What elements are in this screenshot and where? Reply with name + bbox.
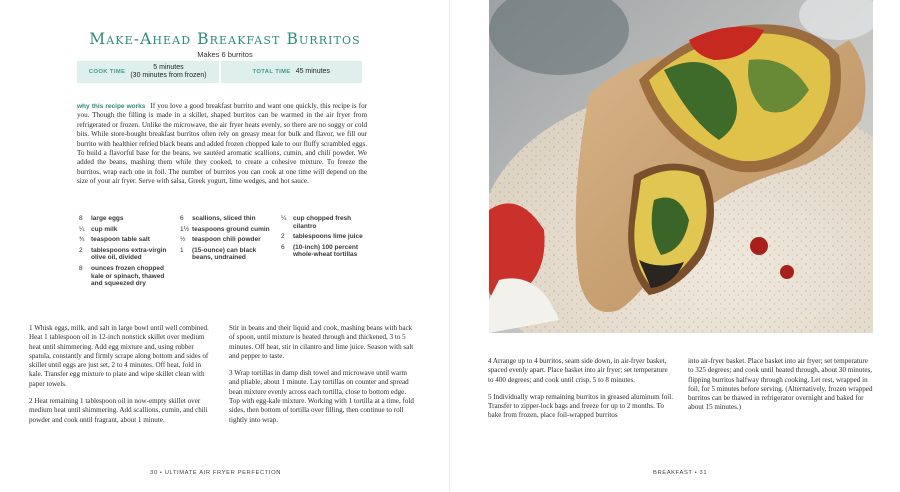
ingredient-text: tablespoons extra-virgin olive oil, divided: [91, 246, 167, 262]
cook-time-values: [130, 64, 206, 81]
ingredient-quantity: 6: [180, 215, 184, 222]
ingredient-text: teaspoons ground cumin: [192, 225, 270, 233]
ingredient-quantity: ¼: [281, 215, 287, 222]
burrito-photo-art: [489, 0, 873, 333]
ingredient-text: cup chopped fresh cilantro: [293, 215, 352, 230]
ingredient-column-1: [79, 215, 172, 291]
ingredient-quantity: 2: [79, 246, 83, 254]
intro-lead: why this recipe works: [77, 103, 146, 110]
intro-paragraph: [77, 102, 367, 187]
total-time-label: TOTAL TIME: [252, 68, 291, 75]
ingredient-quantity: 2: [281, 233, 285, 241]
ingredient-text: tablespoons lime juice: [293, 233, 363, 241]
ingredient-column-3: [281, 215, 374, 291]
ingredient-list: [79, 215, 379, 291]
time-bar: [77, 61, 362, 83]
recipe-yield: Makes 6 burritos: [197, 50, 253, 59]
steps-column-3: [488, 357, 673, 429]
ingredient-quantity: ¼: [79, 225, 85, 233]
cook-time-note: (30 minutes from frozen): [130, 72, 207, 79]
ingredient-item: [79, 265, 172, 288]
step-2-continued: Stir in beans and their liquid and cook, mashing beans with back of spoon, until mixture is heated through and thickened, 3 to 5 minutes. Off heat, stir in cilantro and lime juice. Season with salt and pepper to taste.: [229, 324, 414, 360]
cook-time-label: COOK TIME: [88, 68, 126, 75]
ingredient-item: [79, 236, 172, 244]
ingredient-text: ounces frozen chopped kale or spinach, thawed and squeezed dry: [91, 264, 165, 288]
step-1: 1 Whisk eggs, milk, and salt in large bowl until well combined. Heat 1 tablespoon oil in 12-inch nonstick skillet over medium heat until shimmering. Add egg mixture and, using rubber spatula, constantly and firmly scrape along bottom and sides of skillet until eggs are just set, 2 to 4 minutes. Off heat, fold in kale. Transfer egg mixture to plate and wipe skillet clean with paper towels.: [29, 324, 209, 388]
ingredient-text: cup milk: [91, 225, 118, 233]
ingredient-item: [180, 236, 273, 244]
ingredient-quantity: 1½: [180, 225, 190, 233]
cook-time-value: 5 minutes: [153, 63, 184, 71]
ingredient-item: [281, 244, 374, 259]
ingredient-text: (15-ounce) can black beans, undrained: [192, 246, 257, 262]
ingredient-item: [281, 233, 374, 241]
ingredient-quantity: ½: [180, 236, 186, 244]
footer-right: BREAKFAST • 31: [653, 470, 708, 476]
step-4: 4 Arrange up to 4 burritos, seam side down, in air-fryer basket, spaced evenly apart. Place basket into air fryer; set temperature to 400 degrees; and cook until crisp, 5 to 8 minutes.: [488, 357, 668, 384]
intro-text: If you love a good breakfast burrito and want one quickly, this recipe is for you. Though the filling is made in a skillet, shaped burritos can be warmed in the air fryer from refrigerated or frozen. Unlike the microwave, the air fryer heats evenly, so there are no soggy or cold bits. While store-bought breakfast burritos often rely on greasy meat for bulk and flavor, we fill our burrito with healthier refried black beans and added frozen chopped kale to our fluffy scrambled eggs. To build a flavorful base for the beans, we sautéed aromatic scallions, cumin, and chili powder. We added the beans, mashing them while they cooked, to create a cohesive mixture. To freeze the burritos, wrap each one in foil. The number of burritos you can cook at one time will depend on the size of your air fryer. Serve with salsa, Greek yogurt, lime wedges, and hot sauce.: [77, 102, 367, 186]
ingredient-item: [79, 247, 172, 262]
ingredient-item: [180, 226, 273, 234]
ingredient-column-2: [180, 215, 273, 291]
recipe-title: Make-Ahead Breakfast Burritos: [89, 30, 361, 48]
step-5-continued: into air-fryer basket. Place basket into air fryer; set temperature to 325 degrees; and cook until heated through, about 30 minutes, flipping burritos halfway through cooking. Let rest, wrapped in foil, for 5 minutes before serving. (Alternatively, frozen wrapped burritos can be thawed in refrigerator overnight and baked for about 15 minutes.): [688, 357, 873, 412]
ingredient-item: [180, 247, 273, 262]
ingredient-text: (10-inch) 100 percent whole-wheat tortillas: [293, 243, 359, 259]
footer-left: 30 • ULTIMATE AIR FRYER PERFECTION: [150, 470, 281, 476]
ingredient-item: [79, 215, 172, 223]
step-2: 2 Heat remaining 1 tablespoon oil in now-empty skillet over medium heat until shimmering. Add scallions, cumin, and chili powder and cook until fragrant, about 1 minute.: [29, 397, 208, 424]
step-3: 3 Wrap tortillas in damp dish towel and microwave until warm and pliable, about 1 minute. Lay tortillas on counter and spread bean mixture evenly across each tortilla, close to bottom edge. Top with egg-kale mixture. Working with 1 tortilla at a time, fold sides, then bottom of tortilla over filling, then continue to roll tightly into wrap.: [229, 369, 414, 424]
step-5: 5 Individually wrap remaining burritos in greased aluminum foil. Transfer to zipper-lock bags and freeze for up to 2 months. To bake from frozen, place foil-wrapped burritos: [488, 392, 673, 420]
ingredient-quantity: 8: [79, 215, 83, 222]
hot-sauce-drop: [750, 237, 768, 255]
ingredient-quantity: ¾: [79, 236, 85, 244]
steps-column-4: [688, 357, 873, 421]
ingredient-text: scallions, sliced thin: [192, 215, 256, 222]
ingredient-text: teaspoon table salt: [91, 236, 150, 244]
total-time-value: 45 minutes: [295, 67, 330, 75]
burrito-photo: [489, 0, 873, 333]
ingredient-quantity: 8: [79, 264, 83, 272]
steps-column-2: [229, 324, 414, 433]
ingredient-item: [180, 215, 273, 223]
hot-sauce-drop-2: [780, 265, 794, 279]
cook-time-box: [77, 61, 219, 83]
ingredient-item: [79, 226, 172, 234]
ingredient-quantity: 6: [281, 243, 285, 251]
ingredient-text: large eggs: [91, 215, 124, 222]
total-time-box: [221, 61, 363, 83]
ingredient-item: [281, 215, 374, 230]
ingredient-quantity: 1: [180, 246, 184, 254]
ingredient-text: teaspoon chili powder: [192, 236, 261, 244]
steps-column-1: [29, 324, 214, 433]
